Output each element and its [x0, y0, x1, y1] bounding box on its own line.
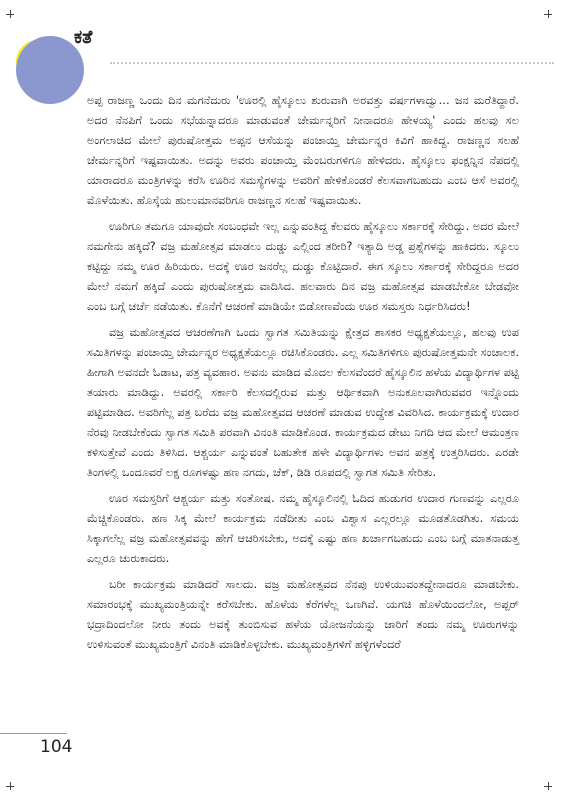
paragraph: ಊರ ಸಮಸ್ತರಿಗೆ ಆಶ್ಚರ್ಯ ಮತ್ತು ಸಂತೋಷ. ನಮ್ಮ ಹೈಸ್ಕೂಲಿನಲ್ಲಿ ಓದಿದ ಹುಡುಗರ ಉದಾರ ಗುಣವನ್ನು ಎಲ್ಲರೂ ಮೆಚ್ಚಿಕೊಂಡರು. ಹಣ ಸಿಕ್ಕ ಮೇಲೆ ಕಾರ್ಯಕ್ರಮ ನಡೆದೀತು ಎಂಬ ವಿಶ್ವಾಸ ಎಲ್ಲರಲ್ಲೂ ಮೂಡತೊಡಗಿತು. ಸಮಯ ಸಿಕ್ಕಾಗಲೆಲ್ಲ ವಜ್ರ ಮಹೋತ್ಸವವನ್ನು ಹೇಗೆ ಆಚರಿಸಬೇಕು, ಅದಕ್ಕೆ ಎಷ್ಟು ಹಣ ಖರ್ಚಾಗಬಹುದು ಎಂಬ ಬಗ್ಗೆ ಮಾತನಾಡುತ್ತ ಎಲ್ಲರೂ ಚುರುಕಾದರು. — [87, 492, 519, 565]
title-dotted-rule — [110, 62, 554, 64]
paragraph: ಅಪ್ಪ ರಾಜಣ್ಣ ಒಂದು ದಿನ ಮಗನೆದುರು 'ಊರಲ್ಲಿ ಹೈಸ್ಕೂಲು ಶುರುವಾಗಿ ಅರವತ್ತು ವರ್ಷಗಳಾದ್ವು… ಜನ ಮರೆತಿದ್ದಾರೆ. ಅದರ ನೆನಪಿಗೆ ಒಂದು ಸಭೆಯನ್ನಾದರೂ ಮಾಡುವಂತೆ ಚೇರ್ಮನ್ನರಿಗೆ ನೀನಾದರೂ ಹೇಳಯ್ಯ' ಎಂದು ಹಲವು ಸಲ ಅಂಗಲಾಚಿದ ಮೇಲೆ ಪುರುಷೋತ್ತಮ ಅಪ್ಪನ ಆಸೆಯನ್ನು ಪಂಚಾಯ್ತಿ ಚೇರ್ಮನ್ನರ ಕಿವಿಗೆ ಹಾಕಿದ್ದ. ರಾಜಣ್ಣನ ಸಲಹೆ ಚೇರ್ಮನ್ನರಿಗೆ ಇಷ್ಟವಾಯಿತು. ಅದನ್ನು ಅವರು ಪಂಚಾಯ್ತಿ ಮೆಂಬರುಗಳಿಗೂ ಹೇಳಿದರು. ಹೈಸ್ಕೂಲು ಫಂಕ್ಷನ್ನಿನ ನೆಪದಲ್ಲಿ ಯಾರಾದರೂ ಮಂತ್ರಿಗಳನ್ನು ಕರೆಸಿ ಊರಿನ ಸಮಸ್ಯೆಗಳನ್ನು ಅವರಿಗೆ ಹೇಳಿಕೊಂಡರೆ ಕೆಲಸವಾಗಬಹುದು ಎಂಬ ಆಸೆ ಅವರಲ್ಲಿ ಮೊಳೆಯಿತು. ಹೊಸ್ಕೆಯ ಹುಲುಮಾನವರಿಗೂ ರಾಜಣ್ಣನ ಸಲಹೆ ಇಷ್ಟವಾಯಿತು. — [87, 94, 519, 207]
paragraph: ಬರೀ ಕಾರ್ಯಕ್ರಮ ಮಾಡಿದರೆ ಸಾಲದು. ವಜ್ರ ಮಹೋತ್ಸವದ ನೆನಪು ಉಳಿಯುವಂತದ್ದೇನಾದರೂ ಮಾಡಬೇಕು. ಸಮಾರಂಭಕ್ಕೆ ಮುಖ್ಯಮಂತ್ರಿಯನ್ನೇ ಕರೆಸಬೇಕು. ಹೊಳೆಯ ಕೆರೆಗಳೆಲ್ಲ ಒಣಗಿವೆ. ಯಗಚಿ ಹೊಳೆಯಿಂದಲೋ, ಅಪ್ಪರ್ ಭದ್ರಾದಿಂದಲೋ ನೀರು ತಂದು ಅವಕ್ಕೆ ತುಂಬಿಸುವ ಹಳೆಯ ಯೋಜನೆಯನ್ನು ಜಾರಿಗೆ ತಂದು ನಮ್ಮ ಊರುಗಳನ್ನು ಉಳಿಸುವಂತೆ ಮುಖ್ಯಮಂತ್ರಿಗೆ ವಿನಂತಿ ಮಾಡಿಕೊಳ್ಳಬೇಕು. ಮುಖ್ಯಮಂತ್ರಿಗಳಿಗೆ ಹಳ್ಳಿಗಳೆಂದರೆ — [87, 578, 519, 651]
paragraph: ಊರಿಗೂ ತಮಗೂ ಯಾವುದೇ ಸಂಬಂಧವೇ ಇಲ್ಲ ಎನ್ನುವಂತಿದ್ದ ಕೆಲವರು ಹೈಸ್ಕೂಲು ಸರ್ಕಾರಕ್ಕೆ ಸೇರಿದ್ದು. ಅದರ ಮೇಲೆ ನಮಗೇನು ಹಕ್ಕಿದೆ? ವಜ್ರ ಮಹೋತ್ಸವ ಮಾಡಲು ದುಡ್ಡು ಎಲ್ಲಿಂದ ತರೀರಿ? ಇತ್ಯಾದಿ ಅಡ್ಡ ಪ್ರಶ್ನೆಗಳನ್ನು ಹಾಕಿದರು. ಸ್ಕೂಲು ಕಟ್ಟಿದ್ದು ನಮ್ಮ ಊರ ಹಿರಿಯರು. ಅದಕ್ಕೆ ಊರ ಜನರೆಲ್ಲ ದುಡ್ಡು ಕೊಟ್ಟಿದಾರೆ. ಈಗ ಸ್ಕೂಲು ಸರ್ಕಾರಕ್ಕೆ ಸೇರಿದ್ದರೂ ಅದರ ಮೇಲೆ ನಮಗೆ ಹಕ್ಕಿದೆ ಎಂದು ಪುರುಷೋತ್ತಮ ವಾದಿಸಿದ. ಹಲವಾರು ದಿನ ವಜ್ರ ಮಹೋತ್ಸವ ಮಾಡಬೇಕೋ ಬೇಡವೋ ಎಂಬ ಬಗ್ಗೆ ಚರ್ಚೆ ನಡೆಯಿತು. ಕೊನೆಗೆ ಆಚರಣೆ ಮಾಡಿಯೇ ಬಿಡೋಣವೆಂದು ಊರ ಸಮಸ್ತರು ನಿರ್ಧರಿಸಿದರು! — [87, 220, 519, 313]
page-number: 104 — [40, 737, 73, 757]
crop-mark — [6, 786, 14, 787]
paragraph: ವಜ್ರ ಮಹೋತ್ಸವದ ಆಚರಣೆಗಾಗಿ ಒಂದು ಸ್ವಾಗತ ಸಮಿತಿಯನ್ನು ಕ್ಷೇತ್ರದ ಶಾಸಕರ ಅಧ್ಯಕ್ಷತೆಯಲ್ಲೂ, ಹಲವು ಉಪ ಸಮಿತಿಗಳನ್ನು ಪಂಚಾಯ್ತಿ ಚೇರ್ಮನ್ನರ ಅಧ್ಯಕ್ಷತೆಯಲ್ಲೂ ರಚಿಸಿಕೊಂಡರು. ಎಲ್ಲ ಸಮಿತಿಗಳಿಗೂ ಪುರುಷೋತ್ತಮನೇ ಸಂಚಾಲಕ. ಹೀಗಾಗಿ ಅವನದೇ ಓಡಾಟ, ಪತ್ರ ವ್ಯವಹಾರ. ಅವನು ಮಾಡಿದ ಮೊದಲ ಕೆಲಸವೆಂದರೆ ಹೈಸ್ಕೂಲಿನ ಹಳೆಯ ವಿದ್ಯಾರ್ಥಿಗಳ ಪಟ್ಟಿ ತಯಾರು ಮಾಡಿದ್ದು. ಅವರಲ್ಲಿ ಸರ್ಕಾರಿ ಕೆಲಸದಲ್ಲಿರುವ ಮತ್ತು ಆರ್ಥಿಕವಾಗಿ ಅನುಕೂಲವಾಗಿರುವವರ ಇನ್ನೊಂದು ಪಟ್ಟಿಮಾಡಿದ. ಅವರಿಗೆಲ್ಲ ಪತ್ರ ಬರೆದು ವಜ್ರ ಮಹೋತ್ಸವದ ಆಚರಣೆ ಮಾಡುವ ಉದ್ದೇಶ ವಿವರಿಸಿದ. ಕಾರ್ಯಕ್ರಮಕ್ಕೆ ಉದಾರ ನೆರವು ನೀಡಬೇಕೆಂದು ಸ್ವಾಗತ ಸಮಿತಿ ಪರವಾಗಿ ವಿನಂತಿ ಮಾಡಿಕೊಂಡ. ಕಾರ್ಯಕ್ರಮದ ಡೇಟು ನಿಗದಿ ಆದ ಮೇಲೆ ಆಮಂತ್ರಣ ಕಳಿಸುತ್ತೇವೆ ಎಂದು ತಿಳಿಸಿದ. ಆಶ್ಚರ್ಯ ಎನ್ನುವಂತೆ ಬಹುತೇಕ ಹಳೇ ವಿದ್ಯಾರ್ಥಿಗಳು ಅವನ ಪತ್ರಕ್ಕೆ ಉತ್ತರಿಸಿದರು. ಎರಡೇ ತಿಂಗಳಲ್ಲಿ ಒಂದೂವರೆ ಲಕ್ಷ ರೂಗಳಷ್ಟು ಹಣ ನಗದು, ಚೆಕ್, ಡಿಡಿ ರೂಪದಲ್ಲಿ ಸ್ವಾಗತ ಸಮಿತಿ ಸೇರಿತು. — [87, 326, 519, 479]
crop-mark — [544, 786, 552, 787]
crop-mark — [6, 14, 14, 15]
footer-rule — [0, 733, 67, 734]
section-title: ಕತೆ — [74, 27, 93, 48]
story-body — [87, 91, 519, 661]
crop-mark — [544, 14, 552, 15]
